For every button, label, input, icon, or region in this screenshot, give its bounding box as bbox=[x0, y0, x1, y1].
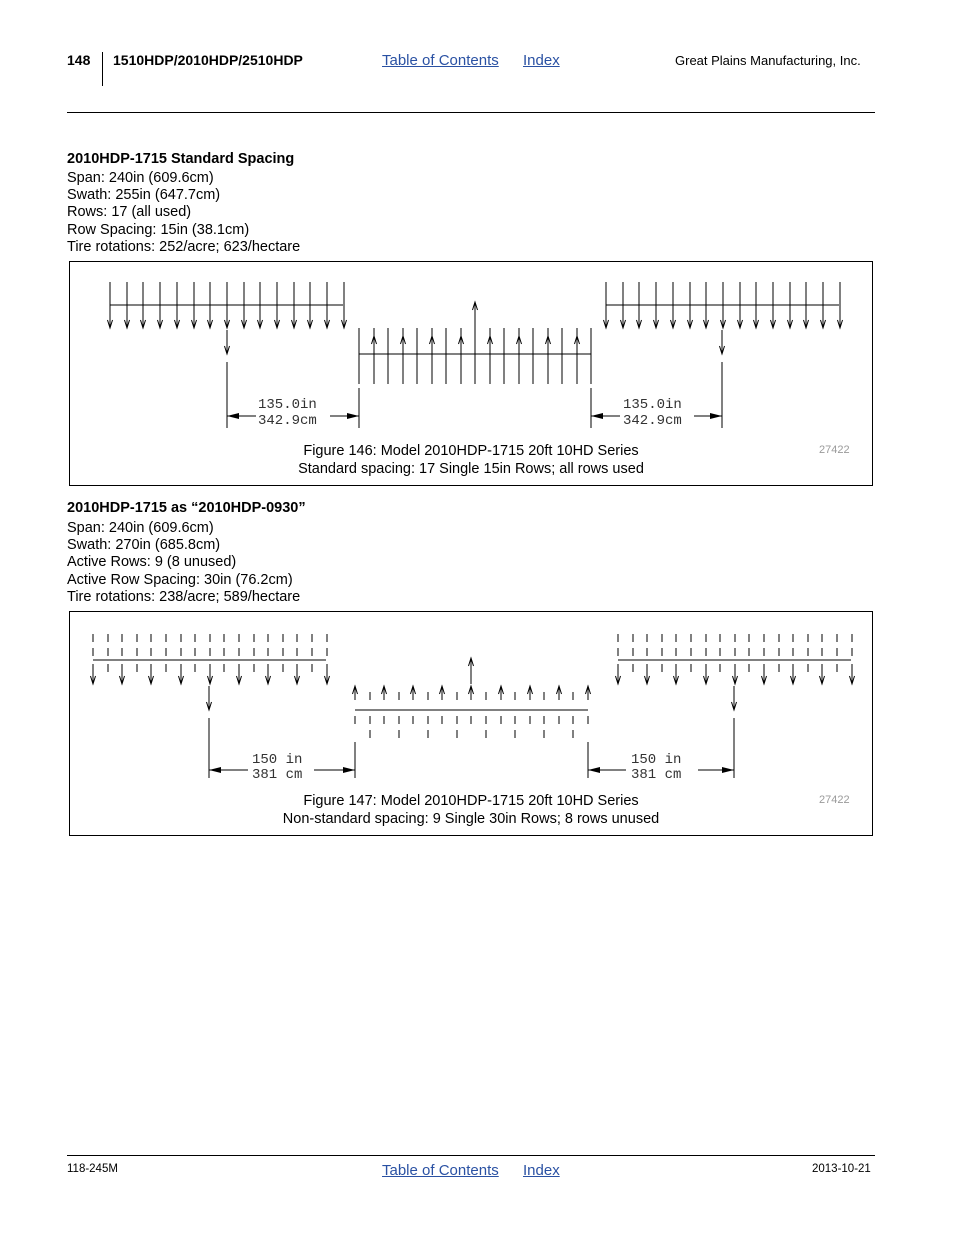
header-index-link[interactable]: Index bbox=[523, 52, 560, 69]
spec-active-row-spacing: Active Row Spacing: 30in (76.2cm) bbox=[67, 571, 293, 588]
figure-147-caption-line1: Figure 147: Model 2010HDP-1715 20ft 10HD Series bbox=[303, 793, 639, 809]
section-title-standard-spacing: 2010HDP-1715 Standard Spacing bbox=[67, 151, 295, 167]
spec-span: Span: 240in (609.6cm) bbox=[67, 520, 214, 536]
left-dimension-inches: 135.0in bbox=[258, 397, 317, 413]
spec-tire-rotations: Tire rotations: 238/acre; 589/hectare bbox=[67, 588, 301, 605]
header-divider bbox=[102, 52, 103, 86]
right-dimension-cm: 381 cm bbox=[631, 767, 682, 783]
spec-list-standard bbox=[67, 170, 300, 256]
header-toc-link[interactable]: Table of Contents bbox=[382, 52, 499, 69]
spec-span: Span: 240in (609.6cm) bbox=[67, 170, 214, 186]
left-dim-arrow-b bbox=[343, 767, 355, 773]
right-dimension-inches: 135.0in bbox=[623, 397, 682, 413]
right-dimension-cm: 342.9cm bbox=[623, 413, 682, 429]
figure-146-caption-line2: Standard spacing: 17 Single 15in Rows; all rows used bbox=[298, 461, 644, 477]
right-dim-arrow-a bbox=[588, 767, 600, 773]
footer-toc-link[interactable]: Table of Contents bbox=[382, 1162, 499, 1179]
right-dim-arrow-a bbox=[591, 413, 603, 419]
right-dim-arrow-b bbox=[722, 767, 734, 773]
right-dimension-inches: 150 in bbox=[631, 752, 682, 768]
figure-147 bbox=[69, 611, 873, 836]
spec-active-rows: Active Rows: 9 (8 unused) bbox=[67, 554, 237, 571]
company-name: Great Plains Manufacturing, Inc. bbox=[675, 53, 861, 68]
right-dim-arrow-b bbox=[710, 413, 722, 419]
figure-147-caption-line2: Non-standard spacing: 9 Single 30in Rows; 8 rows unused bbox=[282, 811, 660, 827]
left-dimension-inches: 150 in bbox=[252, 752, 303, 768]
spec-tire-rotations: Tire rotations: 252/acre; 623/hectare bbox=[67, 238, 301, 255]
spec-swath: Swath: 270in (685.8cm) bbox=[67, 537, 221, 554]
spec-swath: Swath: 255in (647.7cm) bbox=[67, 187, 221, 204]
footer-index-link[interactable]: Index bbox=[523, 1162, 560, 1179]
spec-row-spacing: Row Spacing: 15in (38.1cm) bbox=[67, 221, 250, 238]
left-dimension-cm: 381 cm bbox=[252, 767, 303, 783]
model-title: 1510HDP/2010HDP/2510HDP bbox=[113, 52, 303, 68]
header-rule bbox=[67, 112, 875, 113]
left-dimension-cm: 342.9cm bbox=[258, 413, 317, 429]
page-number: 148 bbox=[67, 52, 91, 68]
revision-date: 2013-10-21 bbox=[812, 1163, 871, 1175]
left-dim-arrow-a bbox=[227, 413, 239, 419]
spec-rows: Rows: 17 (all used) bbox=[67, 204, 192, 221]
left-dim-arrow-a bbox=[209, 767, 221, 773]
figure-146-caption-line1: Figure 146: Model 2010HDP-1715 20ft 10HD Series bbox=[303, 443, 639, 459]
spec-list-nonstandard bbox=[67, 520, 300, 606]
footer-rule bbox=[67, 1155, 875, 1156]
figure-146-id: 27422 bbox=[819, 444, 850, 456]
section-title-nonstandard-spacing: 2010HDP-1715 as “2010HDP-0930” bbox=[67, 500, 306, 516]
doc-number: 118-245M bbox=[67, 1163, 118, 1175]
figure-147-id: 27422 bbox=[819, 794, 850, 806]
figure-146 bbox=[69, 261, 873, 486]
left-dim-arrow-b bbox=[347, 413, 359, 419]
